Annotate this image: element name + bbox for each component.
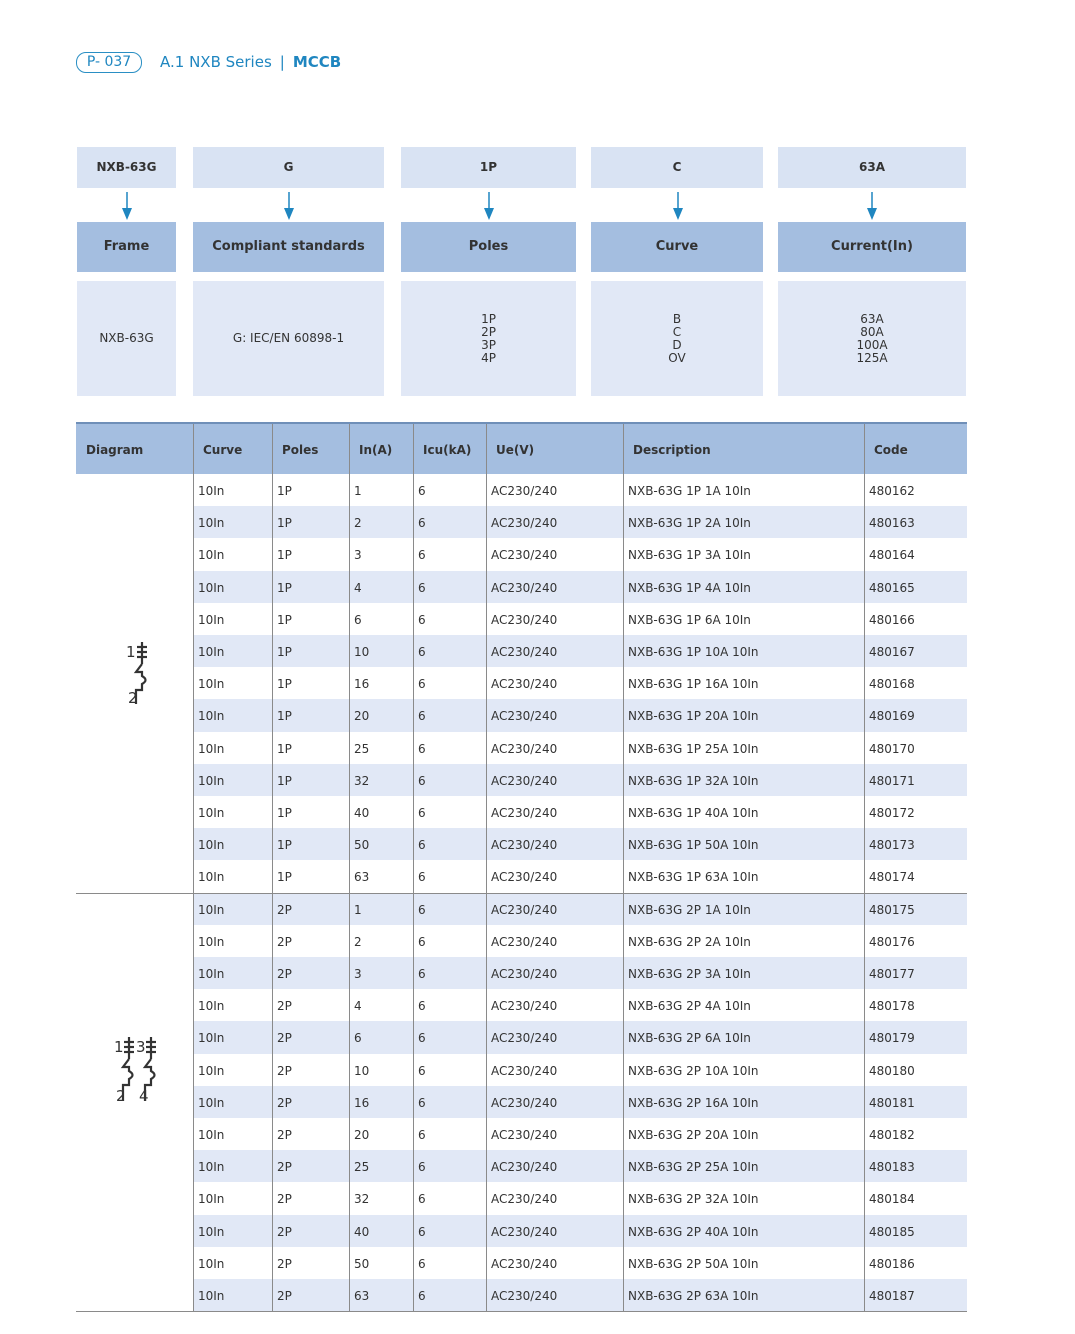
table-row bbox=[193, 732, 967, 764]
cell-curve: 10In bbox=[198, 709, 225, 724]
cell-code: 480183 bbox=[869, 1160, 915, 1175]
col-icu: Icu(kA) bbox=[423, 443, 472, 457]
cell-poles: 2P bbox=[277, 967, 292, 981]
cell-code: 480178 bbox=[869, 999, 915, 1014]
terminal-label: 1 bbox=[126, 643, 136, 661]
cell-code: 480170 bbox=[869, 741, 915, 756]
value-item: 63A bbox=[860, 311, 884, 326]
cell-code: 480173 bbox=[869, 838, 915, 853]
cell-code: 480182 bbox=[869, 1128, 915, 1142]
cell-description: NXB-63G 2P 25A 10In bbox=[628, 1160, 759, 1175]
cell-curve: 10In bbox=[198, 902, 225, 917]
cell-poles: 2P bbox=[277, 1289, 292, 1303]
value-list bbox=[856, 313, 887, 365]
cell-poles: 1P bbox=[277, 580, 292, 595]
cell-code: 480185 bbox=[869, 1224, 915, 1239]
table-row bbox=[193, 699, 967, 731]
cell-ue: AC230/240 bbox=[491, 967, 558, 981]
cell-code: 480169 bbox=[869, 709, 915, 724]
cell-ue: AC230/240 bbox=[491, 1095, 558, 1110]
value-item: 2P bbox=[481, 324, 496, 339]
cell-in: 63 bbox=[354, 870, 370, 885]
cell-description: NXB-63G 2P 3A 10In bbox=[628, 967, 751, 981]
arrow-down-icon bbox=[122, 192, 132, 220]
cell-poles: 2P bbox=[277, 1160, 292, 1175]
cell-icu: 6 bbox=[418, 870, 426, 885]
table-row bbox=[193, 1215, 967, 1247]
cell-ue: AC230/240 bbox=[491, 1224, 558, 1239]
cell-code: 480165 bbox=[869, 580, 915, 595]
cell-in: 1 bbox=[354, 902, 362, 917]
cell-icu: 6 bbox=[418, 677, 426, 692]
column-divider bbox=[623, 424, 624, 1311]
single-pole-breaker-symbol-icon bbox=[76, 640, 193, 708]
cell-description: NXB-63G 1P 25A 10In bbox=[628, 741, 759, 756]
column-divider bbox=[193, 424, 194, 1311]
value-item: 3P bbox=[481, 337, 496, 352]
cell-in: 10 bbox=[354, 1063, 370, 1078]
cell-description: NXB-63G 2P 1A 10In bbox=[628, 902, 751, 917]
cell-curve: 10In bbox=[198, 1192, 225, 1207]
cell-in: 63 bbox=[354, 1289, 370, 1303]
cell-icu: 6 bbox=[418, 1095, 426, 1110]
cell-in: 2 bbox=[354, 516, 362, 531]
col-curve: Curve bbox=[203, 443, 243, 457]
cell-description: NXB-63G 2P 4A 10In bbox=[628, 999, 751, 1014]
table-row bbox=[193, 828, 967, 860]
value-item: OV bbox=[668, 350, 686, 365]
cell-description: NXB-63G 1P 63A 10In bbox=[628, 870, 759, 885]
cell-poles: 1P bbox=[277, 677, 292, 692]
cell-code: 480180 bbox=[869, 1063, 915, 1078]
cell-description: NXB-63G 2P 50A 10In bbox=[628, 1256, 759, 1271]
table-row bbox=[193, 764, 967, 796]
value-list bbox=[481, 313, 496, 365]
table-row bbox=[193, 667, 967, 699]
table-row bbox=[193, 635, 967, 667]
table-header bbox=[76, 422, 967, 474]
cell-ue: AC230/240 bbox=[491, 1031, 558, 1046]
cell-description: NXB-63G 2P 40A 10In bbox=[628, 1224, 759, 1239]
table-row bbox=[193, 506, 967, 538]
cell-description: NXB-63G 1P 20A 10In bbox=[628, 709, 759, 724]
table-row bbox=[193, 1086, 967, 1118]
cell-ue: AC230/240 bbox=[491, 580, 558, 595]
cell-description: NXB-63G 2P 10A 10In bbox=[628, 1063, 759, 1078]
values-current bbox=[778, 281, 966, 396]
code-curve: C bbox=[591, 147, 763, 188]
cell-code: 480181 bbox=[869, 1095, 915, 1110]
cell-in: 40 bbox=[354, 806, 370, 820]
cell-ue: AC230/240 bbox=[491, 870, 558, 885]
cell-in: 20 bbox=[354, 1128, 370, 1142]
cell-icu: 6 bbox=[418, 967, 426, 981]
cell-ue: AC230/240 bbox=[491, 1289, 558, 1303]
value-item: 125A bbox=[856, 350, 888, 365]
cell-curve: 10In bbox=[198, 967, 225, 981]
column-divider bbox=[349, 424, 350, 1311]
cell-ue: AC230/240 bbox=[491, 645, 558, 659]
cell-curve: 10In bbox=[198, 612, 225, 627]
cell-icu: 6 bbox=[418, 838, 426, 853]
cell-icu: 6 bbox=[418, 1128, 426, 1142]
cell-ue: AC230/240 bbox=[491, 677, 558, 692]
cell-curve: 10In bbox=[198, 1063, 225, 1078]
cell-in: 4 bbox=[354, 999, 362, 1014]
cell-description: NXB-63G 1P 32A 10In bbox=[628, 773, 759, 788]
cell-curve: 10In bbox=[198, 838, 225, 853]
table-row bbox=[193, 571, 967, 603]
cell-curve: 10In bbox=[198, 1095, 225, 1110]
cell-ue: AC230/240 bbox=[491, 709, 558, 724]
values-frame bbox=[77, 281, 176, 396]
cell-poles: 1P bbox=[277, 484, 292, 498]
cell-curve: 10In bbox=[198, 741, 225, 756]
cell-poles: 1P bbox=[277, 741, 292, 756]
cell-code: 480176 bbox=[869, 934, 915, 949]
values-curve bbox=[591, 281, 763, 396]
cell-ue: AC230/240 bbox=[491, 806, 558, 820]
column-divider bbox=[272, 424, 273, 1311]
arrow-down-icon bbox=[673, 192, 683, 220]
cell-description: NXB-63G 1P 40A 10In bbox=[628, 806, 759, 820]
value-item: B bbox=[672, 311, 682, 326]
cell-icu: 6 bbox=[418, 612, 426, 627]
cell-description: NXB-63G 1P 50A 10In bbox=[628, 838, 759, 853]
cell-description: NXB-63G 1P 3A 10In bbox=[628, 548, 751, 563]
table-row bbox=[193, 1054, 967, 1086]
cell-icu: 6 bbox=[418, 484, 426, 498]
cell-ue: AC230/240 bbox=[491, 1192, 558, 1207]
table-row bbox=[193, 1279, 967, 1311]
cell-icu: 6 bbox=[418, 741, 426, 756]
group-divider bbox=[76, 1311, 967, 1312]
cell-ue: AC230/240 bbox=[491, 934, 558, 949]
col-in: In(A) bbox=[359, 443, 393, 457]
cell-code: 480168 bbox=[869, 677, 915, 692]
cell-in: 25 bbox=[354, 741, 370, 756]
table-row bbox=[193, 1021, 967, 1053]
cell-icu: 6 bbox=[418, 548, 426, 563]
cell-code: 480187 bbox=[869, 1289, 915, 1303]
cell-poles: 2P bbox=[277, 934, 292, 949]
table-row bbox=[193, 860, 967, 892]
cell-icu: 6 bbox=[418, 1160, 426, 1175]
cell-ue: AC230/240 bbox=[491, 516, 558, 531]
column-divider bbox=[413, 424, 414, 1311]
cell-poles: 2P bbox=[277, 1256, 292, 1271]
cell-curve: 10In bbox=[198, 1128, 225, 1142]
cell-poles: 2P bbox=[277, 1224, 292, 1239]
values-poles bbox=[401, 281, 576, 396]
cell-icu: 6 bbox=[418, 806, 426, 820]
col-ue: Ue(V) bbox=[496, 443, 535, 457]
values-standards bbox=[193, 281, 384, 396]
cell-icu: 6 bbox=[418, 934, 426, 949]
cell-description: NXB-63G 1P 2A 10In bbox=[628, 516, 751, 531]
cell-code: 480186 bbox=[869, 1256, 915, 1271]
table-row bbox=[193, 989, 967, 1021]
label-poles: Poles bbox=[401, 222, 576, 272]
cell-ue: AC230/240 bbox=[491, 838, 558, 853]
cell-in: 20 bbox=[354, 709, 370, 724]
cell-curve: 10In bbox=[198, 870, 225, 885]
col-poles: Poles bbox=[282, 443, 319, 457]
cell-icu: 6 bbox=[418, 902, 426, 917]
cell-poles: 2P bbox=[277, 902, 292, 917]
cell-icu: 6 bbox=[418, 645, 426, 659]
cell-curve: 10In bbox=[198, 548, 225, 563]
group-divider bbox=[76, 893, 967, 894]
cell-curve: 10In bbox=[198, 645, 225, 659]
cell-code: 480166 bbox=[869, 612, 915, 627]
cell-poles: 1P bbox=[277, 612, 292, 627]
cell-curve: 10In bbox=[198, 677, 225, 692]
label-curve: Curve bbox=[591, 222, 763, 272]
cell-ue: AC230/240 bbox=[491, 1160, 558, 1175]
cell-in: 25 bbox=[354, 1160, 370, 1175]
cell-in: 1 bbox=[354, 484, 362, 498]
cell-description: NXB-63G 1P 4A 10In bbox=[628, 580, 751, 595]
cell-in: 3 bbox=[354, 967, 362, 981]
cell-code: 480162 bbox=[869, 484, 915, 498]
cell-icu: 6 bbox=[418, 773, 426, 788]
table-row bbox=[193, 603, 967, 635]
cell-curve: 10In bbox=[198, 516, 225, 531]
cell-ue: AC230/240 bbox=[491, 741, 558, 756]
value-item: G: IEC/EN 60898-1 bbox=[232, 331, 345, 345]
double-pole-breaker-symbol-icon bbox=[76, 1035, 193, 1105]
page-number: P- 037 bbox=[76, 52, 142, 73]
cell-description: NXB-63G 2P 2A 10In bbox=[628, 934, 751, 949]
cell-code: 480184 bbox=[869, 1192, 915, 1207]
code-poles: 1P bbox=[401, 147, 576, 188]
cell-icu: 6 bbox=[418, 1256, 426, 1271]
cell-ue: AC230/240 bbox=[491, 612, 558, 627]
cell-poles: 2P bbox=[277, 1031, 292, 1046]
cell-in: 40 bbox=[354, 1224, 370, 1239]
cell-icu: 6 bbox=[418, 999, 426, 1014]
cell-poles: 1P bbox=[277, 806, 292, 820]
cell-code: 480172 bbox=[869, 806, 915, 820]
cell-description: NXB-63G 2P 63A 10In bbox=[628, 1289, 759, 1303]
terminal-label: 3 bbox=[136, 1038, 146, 1056]
table-row bbox=[193, 925, 967, 957]
value-item: 100A bbox=[856, 337, 888, 352]
cell-in: 16 bbox=[354, 1095, 370, 1110]
cell-poles: 1P bbox=[277, 870, 292, 885]
cell-in: 32 bbox=[354, 773, 370, 788]
cell-poles: 1P bbox=[277, 838, 292, 853]
cell-poles: 1P bbox=[277, 516, 292, 531]
cell-ue: AC230/240 bbox=[491, 902, 558, 917]
table-row bbox=[193, 474, 967, 506]
cell-ue: AC230/240 bbox=[491, 773, 558, 788]
cell-description: NXB-63G 2P 6A 10In bbox=[628, 1031, 751, 1046]
table-row bbox=[193, 893, 967, 925]
cell-code: 480177 bbox=[869, 967, 915, 981]
value-item: NXB-63G bbox=[99, 331, 154, 345]
cell-in: 6 bbox=[354, 612, 362, 627]
cell-ue: AC230/240 bbox=[491, 1063, 558, 1078]
code-standard: G bbox=[193, 147, 384, 188]
cell-code: 480171 bbox=[869, 773, 915, 788]
cell-code: 480167 bbox=[869, 645, 915, 659]
table-row bbox=[193, 538, 967, 570]
value-list bbox=[233, 332, 344, 345]
cell-ue: AC230/240 bbox=[491, 1128, 558, 1142]
cell-poles: 2P bbox=[277, 1192, 292, 1207]
cell-ue: AC230/240 bbox=[491, 1256, 558, 1271]
cell-code: 480179 bbox=[869, 1031, 915, 1046]
value-list bbox=[668, 313, 685, 365]
terminal-label: 4 bbox=[139, 1087, 149, 1105]
cell-in: 16 bbox=[354, 677, 370, 692]
cell-poles: 2P bbox=[277, 1128, 292, 1142]
col-diagram: Diagram bbox=[86, 443, 144, 457]
value-item: C bbox=[672, 324, 682, 339]
cell-icu: 6 bbox=[418, 1063, 426, 1078]
cell-poles: 1P bbox=[277, 645, 292, 659]
title-separator: | bbox=[279, 53, 285, 71]
value-item: 4P bbox=[481, 350, 496, 365]
cell-description: NXB-63G 1P 6A 10In bbox=[628, 612, 751, 627]
cell-curve: 10In bbox=[198, 1289, 225, 1303]
cell-curve: 10In bbox=[198, 999, 225, 1014]
column-divider bbox=[486, 424, 487, 1311]
arrow-down-icon bbox=[867, 192, 877, 220]
cell-in: 32 bbox=[354, 1192, 370, 1207]
category-title: MCCB bbox=[292, 53, 342, 71]
label-standards: Compliant standards bbox=[193, 222, 384, 272]
cell-in: 50 bbox=[354, 1256, 370, 1271]
cell-code: 480163 bbox=[869, 516, 915, 531]
cell-curve: 10In bbox=[198, 806, 225, 820]
series-title: A.1 NXB Series bbox=[160, 53, 272, 71]
value-item: D bbox=[672, 337, 682, 352]
table-row bbox=[193, 1150, 967, 1182]
table-row bbox=[193, 1247, 967, 1279]
cell-curve: 10In bbox=[198, 1224, 225, 1239]
page-header bbox=[76, 51, 341, 73]
cell-curve: 10In bbox=[198, 1256, 225, 1271]
table-row bbox=[193, 1118, 967, 1150]
code-frame: NXB-63G bbox=[77, 147, 176, 188]
cell-curve: 10In bbox=[198, 1031, 225, 1046]
cell-in: 10 bbox=[354, 645, 370, 659]
cell-icu: 6 bbox=[418, 1031, 426, 1046]
cell-curve: 10In bbox=[198, 1160, 225, 1175]
cell-ue: AC230/240 bbox=[491, 484, 558, 498]
cell-code: 480174 bbox=[869, 870, 915, 885]
arrow-down-icon bbox=[284, 192, 294, 220]
terminal-label: 2 bbox=[128, 689, 138, 707]
cell-description: NXB-63G 1P 10A 10In bbox=[628, 645, 759, 659]
cell-curve: 10In bbox=[198, 773, 225, 788]
cell-poles: 2P bbox=[277, 1063, 292, 1078]
cell-in: 2 bbox=[354, 934, 362, 949]
col-description: Description bbox=[633, 443, 711, 457]
arrow-down-icon bbox=[484, 192, 494, 220]
cell-in: 4 bbox=[354, 580, 362, 595]
terminal-label: 2 bbox=[116, 1087, 126, 1105]
value-item: 80A bbox=[860, 324, 884, 339]
cell-poles: 2P bbox=[277, 1095, 292, 1110]
cell-ue: AC230/240 bbox=[491, 548, 558, 563]
cell-icu: 6 bbox=[418, 709, 426, 724]
cell-description: NXB-63G 2P 20A 10In bbox=[628, 1128, 759, 1142]
cell-icu: 6 bbox=[418, 1192, 426, 1207]
cell-in: 3 bbox=[354, 548, 362, 563]
cell-code: 480175 bbox=[869, 902, 915, 917]
cell-curve: 10In bbox=[198, 484, 225, 498]
cell-icu: 6 bbox=[418, 1289, 426, 1303]
cell-description: NXB-63G 2P 32A 10In bbox=[628, 1192, 759, 1207]
table-row bbox=[193, 1182, 967, 1214]
cell-description: NXB-63G 1P 16A 10In bbox=[628, 677, 759, 692]
cell-poles: 1P bbox=[277, 773, 292, 788]
cell-in: 6 bbox=[354, 1031, 362, 1046]
cell-description: NXB-63G 1P 1A 10In bbox=[628, 484, 751, 498]
table-row bbox=[193, 957, 967, 989]
value-list bbox=[99, 332, 153, 345]
cell-icu: 6 bbox=[418, 516, 426, 531]
cell-poles: 2P bbox=[277, 999, 292, 1014]
cell-in: 50 bbox=[354, 838, 370, 853]
cell-curve: 10In bbox=[198, 934, 225, 949]
cell-icu: 6 bbox=[418, 580, 426, 595]
cell-curve: 10In bbox=[198, 580, 225, 595]
cell-description: NXB-63G 2P 16A 10In bbox=[628, 1095, 759, 1110]
cell-icu: 6 bbox=[418, 1224, 426, 1239]
cell-code: 480164 bbox=[869, 548, 915, 563]
value-item: 1P bbox=[481, 311, 496, 326]
cell-poles: 1P bbox=[277, 548, 292, 563]
cell-poles: 1P bbox=[277, 709, 292, 724]
cell-ue: AC230/240 bbox=[491, 999, 558, 1014]
label-current: Current(In) bbox=[778, 222, 966, 272]
code-current: 63A bbox=[778, 147, 966, 188]
column-divider bbox=[864, 424, 865, 1311]
terminal-label: 1 bbox=[114, 1038, 124, 1056]
product-table bbox=[76, 422, 967, 1303]
label-frame: Frame bbox=[77, 222, 176, 272]
col-code: Code bbox=[874, 443, 908, 457]
table-row bbox=[193, 796, 967, 828]
